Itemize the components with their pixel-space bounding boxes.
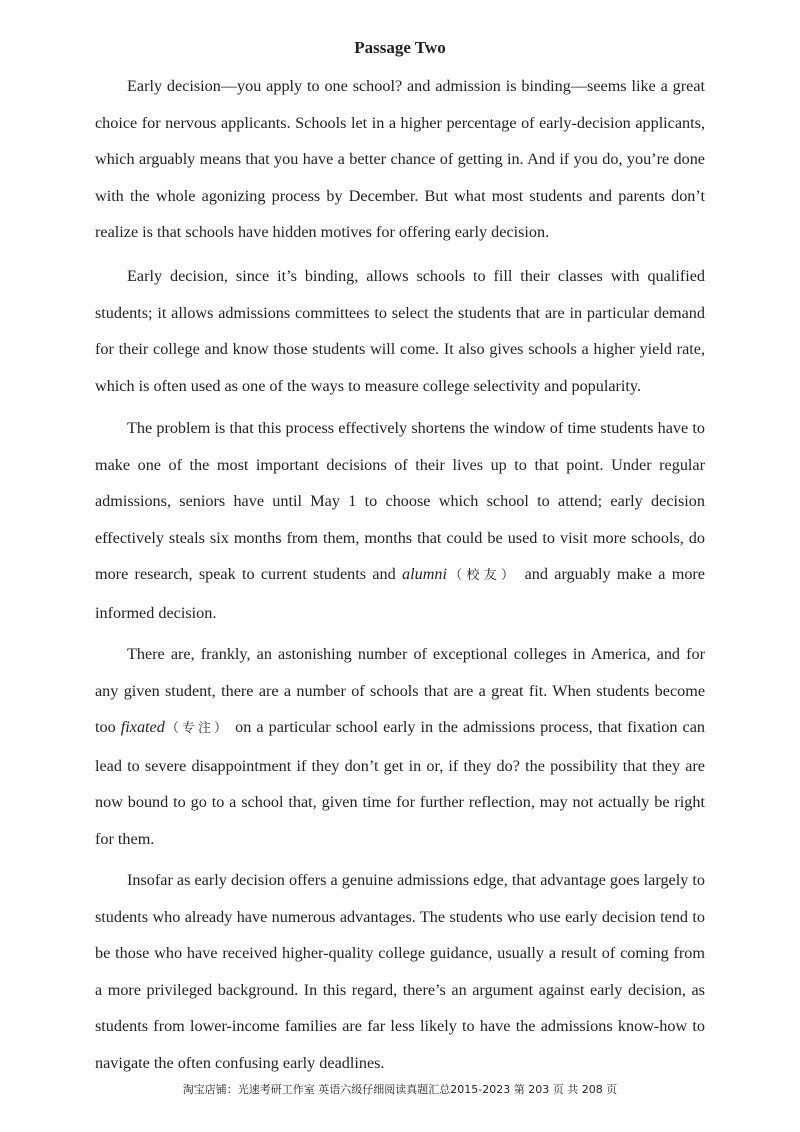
paragraph-1: Early decision—you apply to one school? and admission is binding—seems like a great choice for nervous applicants. Schools let in a higher percentage of early-decision applicants, which arguably means that you have a better chance of getting in. And if you do, you’re done with the whole agonizing process by December. But what most students and parents don’t realize is that schools have hidden motives for offering early decision. xyxy=(95,77,705,241)
chinese-gloss-fixated: （专注） xyxy=(164,721,231,736)
glossed-term-fixated: fixated xyxy=(120,718,165,736)
paragraph-3-text-after: and arguably make a more informed decision. xyxy=(95,565,705,622)
paragraph-5: Insofar as early decision offers a genuine admissions edge, that advantage goes largely to students who already have numerous advantages. The students who use early decision tend to be those who have received higher-quality college guidance, usually a result of coming from a more privileged background. In this regard, there’s an argument against early decision, as students from lower-income families are far less likely to have the admissions know-how to navigate the often confusing early deadlines. xyxy=(95,871,705,1072)
page-footer: 淘宝店铺：光速考研工作室 英语六级仔细阅读真题汇总2015-2023 第 203 页 共 208 页 xyxy=(182,1083,618,1096)
paragraph-4-text-before: There are, frankly, an astonishing number of exceptional colleges in America, and for any given student, there are a number of schools that are a great fit. When students become too xyxy=(95,645,705,736)
paragraph-4 xyxy=(95,636,705,857)
passage-title: Passage Two xyxy=(354,38,446,57)
paragraph-3-text-before: The problem is that this process effectively shortens the window of time students have to make one of the most important decisions of their lives up to that point. Under regular admissions, seniors have until May 1 to choose which school to attend; early decision effectively steals six months from them, months that could be used to visit more schools, do more research, speak to current students and xyxy=(95,419,705,583)
paragraph-2: Early decision, since it’s binding, allows schools to fill their classes with qualified students; it allows admissions committees to select the students that are in particular demand for their college and know those students will come. It also gives schools a higher yield rate, which is often used as one of the ways to measure college selectivity and popularity. xyxy=(95,267,705,395)
paragraph-3 xyxy=(95,410,705,631)
glossed-term-alumni: alumni xyxy=(402,565,448,583)
chinese-gloss-alumni: （校友） xyxy=(447,568,519,583)
paragraph-4-text-after: on a particular school early in the admissions process, that fixation can lead to severe disappointment if they don’t get in or, if they do? the possibility that they are now bound to go to a school that, given time for further reflection, may not actually be right for them. xyxy=(95,718,706,848)
